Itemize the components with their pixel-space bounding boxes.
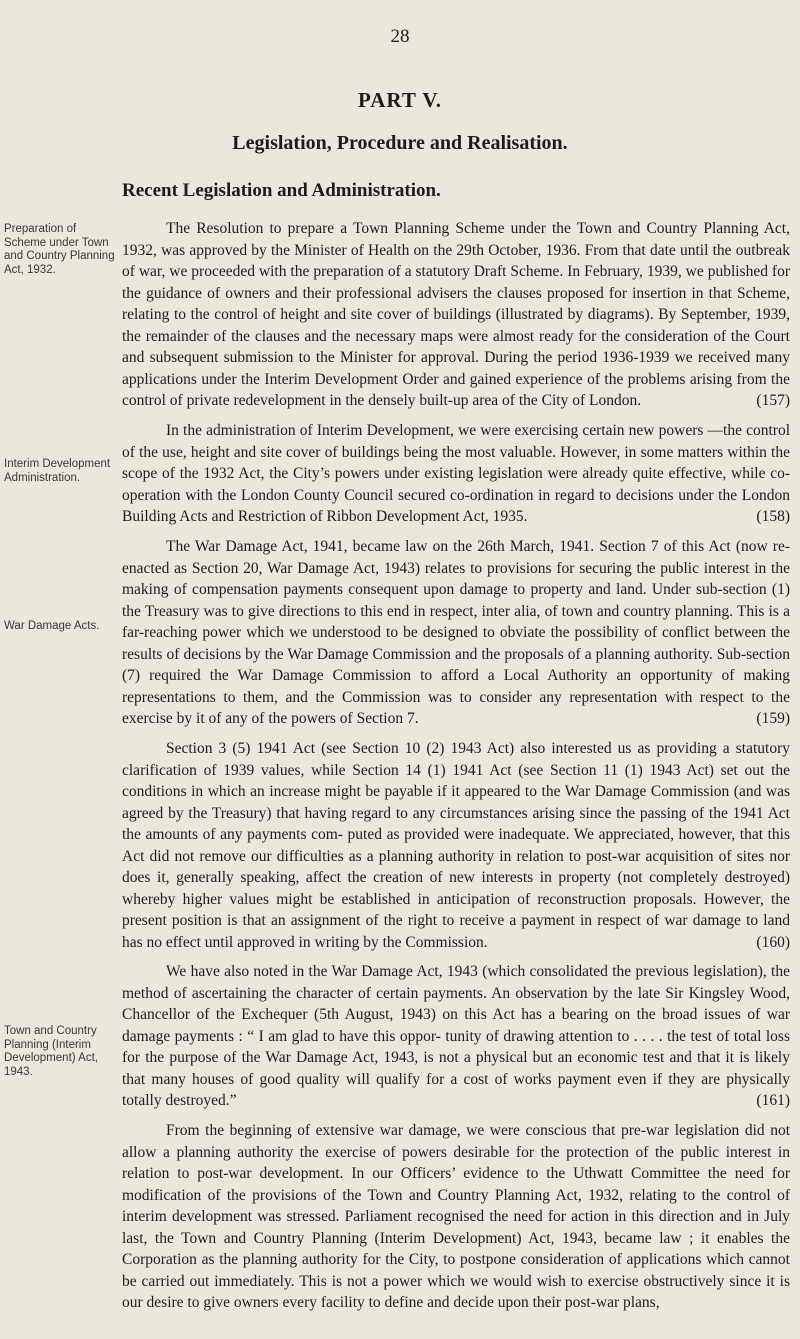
paragraph-text: The Resolution to prepare a Town Planning Scheme under the Town and Country Planning Act, 1932, was approved by the Minister of Health on the 29th October, 1936. From that date until the outbreak of war, we proceeded with the preparation of a statutory Draft Scheme. In February, 1939, we published for the guidance of owners and their professional advisers the clauses proposed for insertion in that Scheme, relating to the control of height and site cover of buildings (illustrated by diagrams). By September, 1939, the remainder of the clauses and the necessary maps were almost ready for the consideration of the Court and subsequent submission to the Minister for approval. During the period 1936-1939 we received many applications under the Interim Development Order and gained experience of the problems arising from the control of private redevelopment in the densely built-up area of the City of London. <box>122 220 790 409</box>
paragraph-number: (158) <box>756 508 790 525</box>
margin-note-interim-act-1943: Town and Country Planning (Interim Development) Act, 1943. <box>4 1025 98 1078</box>
paragraph-162 <box>122 1120 790 1314</box>
paragraph-number: (160) <box>756 933 790 951</box>
part-title: PART V. <box>357 88 443 112</box>
paragraph-text: From the beginning of extensive war damage, we were conscious that pre-war legislation did not allow a planning authority the exercise of powers desirable for the protection of the public interest in relation to post-war development. In our Officers’ evidence to the Uthwatt Committee the need for modification of the provisions of the Town and Country Planning Act, 1932, relating to the control of interim development was stressed. Parliament recognised the need for action in this direction and in July last, the Town and Country Planning (Interim Development) Act, 1943, became law ; it enables the Corporation as the planning authority for the City, to postpone consideration of applications which cannot be carried out immediately. This is not a power which we would wish to exercise obstructively since it is our desire to give owners every facility to define and decide upon their post-war plans, <box>122 1122 790 1311</box>
paragraph-number: (159) <box>756 710 790 727</box>
paragraph-number: (161) <box>756 1092 790 1109</box>
margin-note-war-damage: War Damage Acts. <box>4 620 100 632</box>
paragraph-157 <box>122 218 790 412</box>
paragraph-text: In the administration of Interim Development, we were exercising certain new powers —the control of the use, height and site cover of buildings being the most valuable. However, in some matters within the scope of the 1932 Act, the City’s powers under existing legislation were already quite effective, while co-operation with the London County Council secured co-ordination in regard to decisions under the London Building Acts and Restriction of Ribbon Development Act, 1935. <box>122 422 790 525</box>
paragraph-161 <box>122 961 790 1112</box>
paragraph-160 <box>122 738 790 953</box>
margin-note-interim-development: Interim Development Administration. <box>4 458 111 484</box>
page-number: 28 <box>390 26 410 47</box>
paragraph-159 <box>122 536 790 730</box>
margin-note-preparation: Preparation of Scheme under Town and Country Planning Act, 1932. <box>4 223 115 276</box>
paragraph-number: (157) <box>756 392 790 409</box>
paragraph-text: We have also noted in the War Damage Act, 1943 (which consolidated the previous legislation), the method of ascertaining the character of certain payments. An observation by the late Sir Kingsley Wood, Chancellor of the Exchequer (5th August, 1943) on this Act has a bearing on the broad issues of war damage payments : “ I am glad to have this oppor- tunity of drawing attention to . . . . the test of total loss for the purpose of the War Damage Act, 1943, is not a physical but an economic test and that it is likely that many houses of good quality will qualify for a cost of works payment even if they are physically totally destroyed.” <box>122 963 790 1109</box>
section-heading: Recent Legislation and Administration. <box>122 180 441 201</box>
paragraph-text: Section 3 (5) 1941 Act (see Section 10 (2) 1943 Act) also interested us as providing a statutory clarification of 1939 values, while Section 14 (1) 1941 Act (see Section 11 (1) 1943 Act) set out the conditions in which an increase might be payable if it appeared to the War Damage Commission (and was agreed by the Treasury) that having regard to any circumstances arising since the passing of the 1941 Act the amounts of any payments com- puted as provided were inadequate. We appreciated, however, that this Act did not remove our difficulties as a planning authority in relation to post-war acquisition of sites nor does it, generally speaking, affect the creation of new interests in property (not completely destroyed) whereby higher values might be established in anticipation of reconstruction proposals. However, the present position is that an assignment of the right to receive a payment in respect of war damage to land has no effect until approved in writing by the Commission. <box>122 740 790 951</box>
paragraph-158 <box>122 420 790 528</box>
paragraph-text: The War Damage Act, 1941, became law on the 26th March, 1941. Section 7 of this Act (now re-enacted as Section 20, War Damage Act, 1943) relates to provisions for securing the public interest in the making of compensation payments consequent upon damage to property and land. Under sub-section (1) the Treasury was to give directions to this end in respect, inter alia, of town and country planning. This is a far-reaching power which we understood to be designed to obviate the possibility of conflict between the results of decisions by the War Damage Commission and the proposals of a planning authority. Sub-section (7) required the War Damage Commission to afford a Local Authority an opportunity of making representations to them, and the Commission was to consider any representation with respect to the exercise by it of any of the powers of Section 7. <box>122 538 790 727</box>
chapter-title: Legislation, Procedure and Realisation. <box>232 132 568 154</box>
